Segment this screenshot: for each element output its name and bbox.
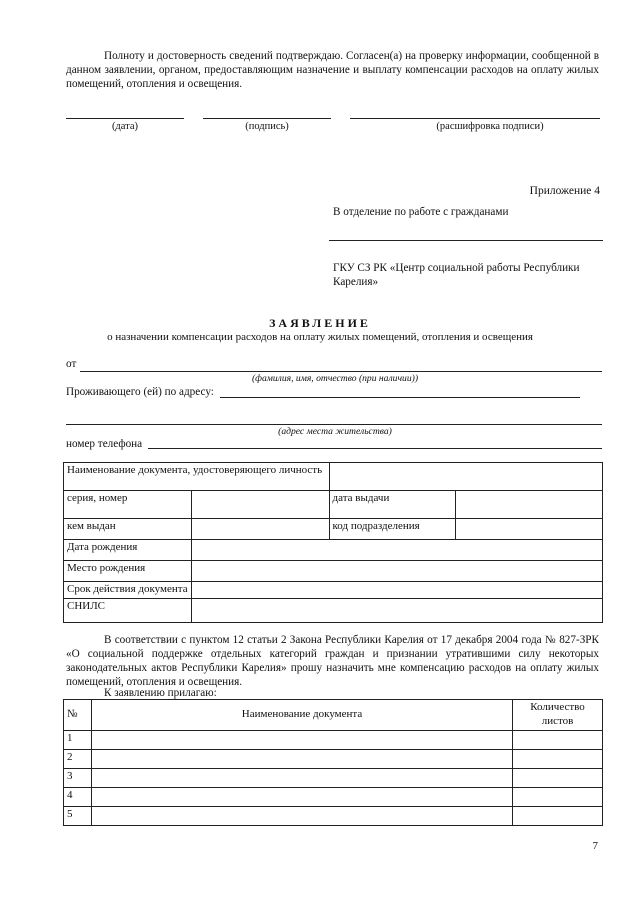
request-text: В соответствии с пунктом 12 статьи 2 Закона Республики Карелия от 17 декабря 2004 года № 827-ЗРК «О социальной поддержке отдельных категорий граждан и признании утратившими силу некоторых законодательных актов Республики Карелия» прошу назначить мне компенсацию расходов на оплату жилых помещений, отопления и освещения. bbox=[66, 634, 599, 688]
doc-name-cell[interactable] bbox=[91, 768, 512, 787]
address-field-2[interactable] bbox=[66, 424, 602, 425]
fio-field[interactable] bbox=[80, 371, 602, 372]
sheet-count-cell[interactable] bbox=[513, 749, 603, 768]
address-caption: (адрес места жительства) bbox=[278, 426, 392, 437]
phone-field[interactable] bbox=[148, 448, 602, 449]
table-row bbox=[64, 787, 603, 806]
address-field[interactable] bbox=[220, 397, 580, 398]
row-number: 1 bbox=[64, 730, 92, 749]
table-row bbox=[64, 749, 603, 768]
series-number-value[interactable] bbox=[191, 491, 329, 519]
birth-date-label: Дата рождения bbox=[64, 540, 192, 561]
date-caption: (дата) bbox=[111, 121, 139, 132]
appendix-label: Приложение 4 bbox=[529, 185, 600, 197]
from-label: от bbox=[66, 358, 77, 370]
identity-table bbox=[63, 462, 603, 623]
snils-label: СНИЛС bbox=[64, 598, 192, 622]
addressee-blank[interactable] bbox=[329, 240, 603, 241]
decoding-caption: (расшифровка подписи) bbox=[436, 121, 544, 132]
division-code-value[interactable] bbox=[456, 519, 603, 540]
table-row bbox=[64, 582, 603, 599]
validity-label: Срок действия документа bbox=[64, 582, 192, 599]
row-number: 4 bbox=[64, 787, 92, 806]
col-count-header: Количество листов bbox=[513, 700, 603, 731]
table-row bbox=[64, 540, 603, 561]
sheet-count-cell[interactable] bbox=[513, 768, 603, 787]
col-name-header: Наименование документа bbox=[91, 700, 512, 731]
phone-label: номер телефона bbox=[66, 438, 143, 450]
date-line[interactable] bbox=[66, 118, 184, 119]
birth-place-value[interactable] bbox=[191, 561, 602, 582]
table-row bbox=[64, 561, 603, 582]
attachments-table bbox=[63, 699, 603, 826]
table-row bbox=[64, 491, 603, 519]
doc-name-cell[interactable] bbox=[91, 730, 512, 749]
signature-caption: (подпись) bbox=[245, 121, 289, 132]
decoding-line[interactable] bbox=[350, 118, 600, 119]
issue-date-label: дата выдачи bbox=[329, 491, 456, 519]
attach-label: К заявлению прилагаю: bbox=[104, 687, 217, 699]
signature-line[interactable] bbox=[203, 118, 331, 119]
doc-name-cell[interactable] bbox=[91, 787, 512, 806]
col-number-header: № bbox=[64, 700, 92, 731]
address-label: Проживающего (ей) по адресу: bbox=[66, 386, 214, 398]
issued-by-label: кем выдан bbox=[64, 519, 192, 540]
doc-name-cell[interactable] bbox=[91, 806, 512, 825]
confirmation-text: Полноту и достоверность сведений подтверждаю. Согласен(а) на проверку информации, сообщенной в данном заявлении, органом, предоставляющим назначение и выплату компенсации расходов на оплату жилых помещений, отопления и освещения. bbox=[66, 50, 599, 90]
birth-place-label: Место рождения bbox=[64, 561, 192, 582]
birth-date-value[interactable] bbox=[191, 540, 602, 561]
doc-name-cell[interactable] bbox=[91, 749, 512, 768]
division-code-label: код подразделения bbox=[329, 519, 456, 540]
series-number-label: серия, номер bbox=[64, 491, 192, 519]
sheet-count-cell[interactable] bbox=[513, 806, 603, 825]
row-number: 5 bbox=[64, 806, 92, 825]
doc-name-value[interactable] bbox=[329, 463, 602, 491]
doc-name-label: Наименование документа, удостоверяющего личность bbox=[64, 463, 330, 491]
page-title: ЗАЯВЛЕНИЕ bbox=[269, 316, 371, 330]
validity-value[interactable] bbox=[191, 582, 602, 599]
page-subtitle: о назначении компенсации расходов на оплату жилых помещений, отопления и освещения bbox=[107, 331, 533, 343]
addressee-org: ГКУ СЗ РК «Центр социальной работы Республики Карелия» bbox=[333, 262, 580, 288]
snils-value[interactable] bbox=[191, 598, 602, 622]
issue-date-value[interactable] bbox=[456, 491, 603, 519]
issued-by-value[interactable] bbox=[191, 519, 329, 540]
fio-caption: (фамилия, имя, отчество (при наличии)) bbox=[251, 373, 419, 384]
table-row bbox=[64, 768, 603, 787]
table-row bbox=[64, 519, 603, 540]
sheet-count-cell[interactable] bbox=[513, 730, 603, 749]
table-row bbox=[64, 730, 603, 749]
page-number: 7 bbox=[592, 840, 598, 852]
row-number: 2 bbox=[64, 749, 92, 768]
table-row bbox=[64, 806, 603, 825]
row-number: 3 bbox=[64, 768, 92, 787]
table-row bbox=[64, 598, 603, 622]
sheet-count-cell[interactable] bbox=[513, 787, 603, 806]
addressee-line: В отделение по работе с гражданами bbox=[333, 206, 509, 218]
table-header-row bbox=[64, 700, 603, 731]
table-row bbox=[64, 463, 603, 491]
